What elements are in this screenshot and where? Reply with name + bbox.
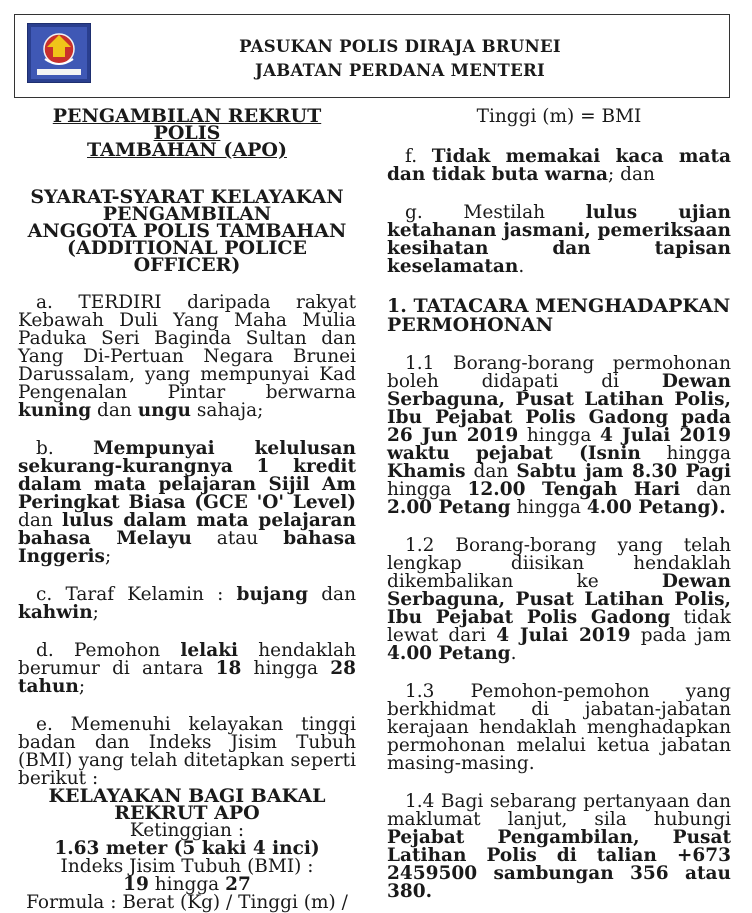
subtitle-line-2: PENGAMBILAN: [102, 203, 272, 225]
formula-line: Formula : Berat (Kg) / Tinggi (m) /: [26, 892, 348, 913]
requirement-b: b. Mempunyai kelulusan sekurang-kurangnya 1 kredit dalam mata pelajaran Sijil Am Peringkat Biasa (GCE 'O' Level) dan lulus dalam mata pelajaran bahasa Melayu atau bahasa Inggeris;: [18, 438, 356, 567]
requirement-g: g. Mestilah lulus ujian ketahanan jasmani, pemeriksaan kesihatan dan tapisan keselamatan.: [387, 202, 731, 277]
procedure-1-1: 1.1 Borang-borang permohonan boleh didapati di Dewan Serbaguna, Pusat Latihan Polis, Ibu Pejabat Polis Gadong pada 26 Jun 2019 hingga 4 Julai 2019 waktu pejabat (Isnin hingga Khamis dan Sabtu jam 8.30 Pagi hingga 12.00 Tengah Hari dan 2.00 Petang hingga 4.00 Petang).: [387, 353, 731, 518]
left-column: [18, 105, 356, 913]
title-line-2: TAMBAHAN (APO): [87, 139, 287, 161]
subtitle-line-3: ANGGOTA POLIS TAMBAHAN: [27, 220, 347, 242]
req-title-line-1: KELAYAKAN BAGI BAKAL: [48, 785, 326, 807]
right-column: [387, 108, 731, 901]
subtitle-line-4: (ADDITIONAL POLICE OFFICER): [67, 237, 307, 276]
header-frame: [14, 14, 730, 98]
requirement-c: c. Taraf Kelamin : bujang dan kahwin;: [18, 584, 356, 623]
subtitle-line-1: SYARAT-SYARAT KELAYAKAN: [30, 186, 344, 208]
procedure-1-4: 1.4 Bagi sebarang pertanyaan dan maklumat lanjut, sila hubungi Pejabat Pengambilan, Pusat Latihan Polis di talian +673 2459500 sambungan 356 atau 380.: [387, 791, 731, 902]
bmi-label: Indeks Jisim Tubuh (BMI) :: [60, 856, 314, 877]
police-emblem-icon: [27, 23, 91, 83]
req-title-line-2: REKRUT APO: [114, 802, 260, 824]
header-line-2: JABATAN PERDANA MENTERI: [254, 61, 545, 80]
requirement-a: a. TERDIRI daripada rakyat Kebawah Duli Yang Maha Mulia Paduka Seri Baginda Sultan dan Yang Di-Pertuan Negara Brunei Darussalam, yang mempunyai Kad Pengenalan Pintar berwarna kuning dan ungu sahaja;: [18, 292, 356, 421]
requirement-f: f. Tidak memakai kaca mata dan tidak buta warna; dan: [387, 146, 732, 185]
height-label: Ketinggian :: [129, 820, 245, 841]
requirement-d: d. Pemohon lelaki hendaklah berumur di antara 18 hingga 28 tahun;: [18, 640, 356, 697]
procedure-1-2: 1.2 Borang-borang yang telah lengkap diisikan hendaklah dikembalikan ke Dewan Serbaguna, Pusat Latihan Polis, Ibu Pejabat Polis Gadong tidak lewat dari 4 Julai 2019 pada jam 4.00 Petang.: [387, 535, 731, 664]
bmi-value: 19 hingga 27: [123, 874, 251, 895]
section-heading-line-2: PERMOHONAN: [387, 314, 554, 336]
height-value: 1.63 meter (5 kaki 4 inci): [54, 838, 320, 859]
section-heading-line-1: 1. TATACARA MENGHADAPKAN: [387, 295, 731, 317]
title-line-1: PENGAMBILAN REKRUT POLIS: [52, 105, 322, 144]
header-line-1: PASUKAN POLIS DIRAJA BRUNEI: [239, 37, 561, 56]
procedure-1-3: 1.3 Pemohon-pemohon yang berkhidmat di jabatan-jabatan kerajaan hendaklah menghadapkan permohonan melalui ketua jabatan masing-masing.: [387, 681, 731, 774]
formula-continued: Tinggi (m) = BMI: [476, 106, 642, 127]
requirement-e: e. Memenuhi kelayakan tinggi badan dan Indeks Jisim Tubuh (BMI) yang telah ditetapkan seperti berikut :: [18, 714, 356, 789]
